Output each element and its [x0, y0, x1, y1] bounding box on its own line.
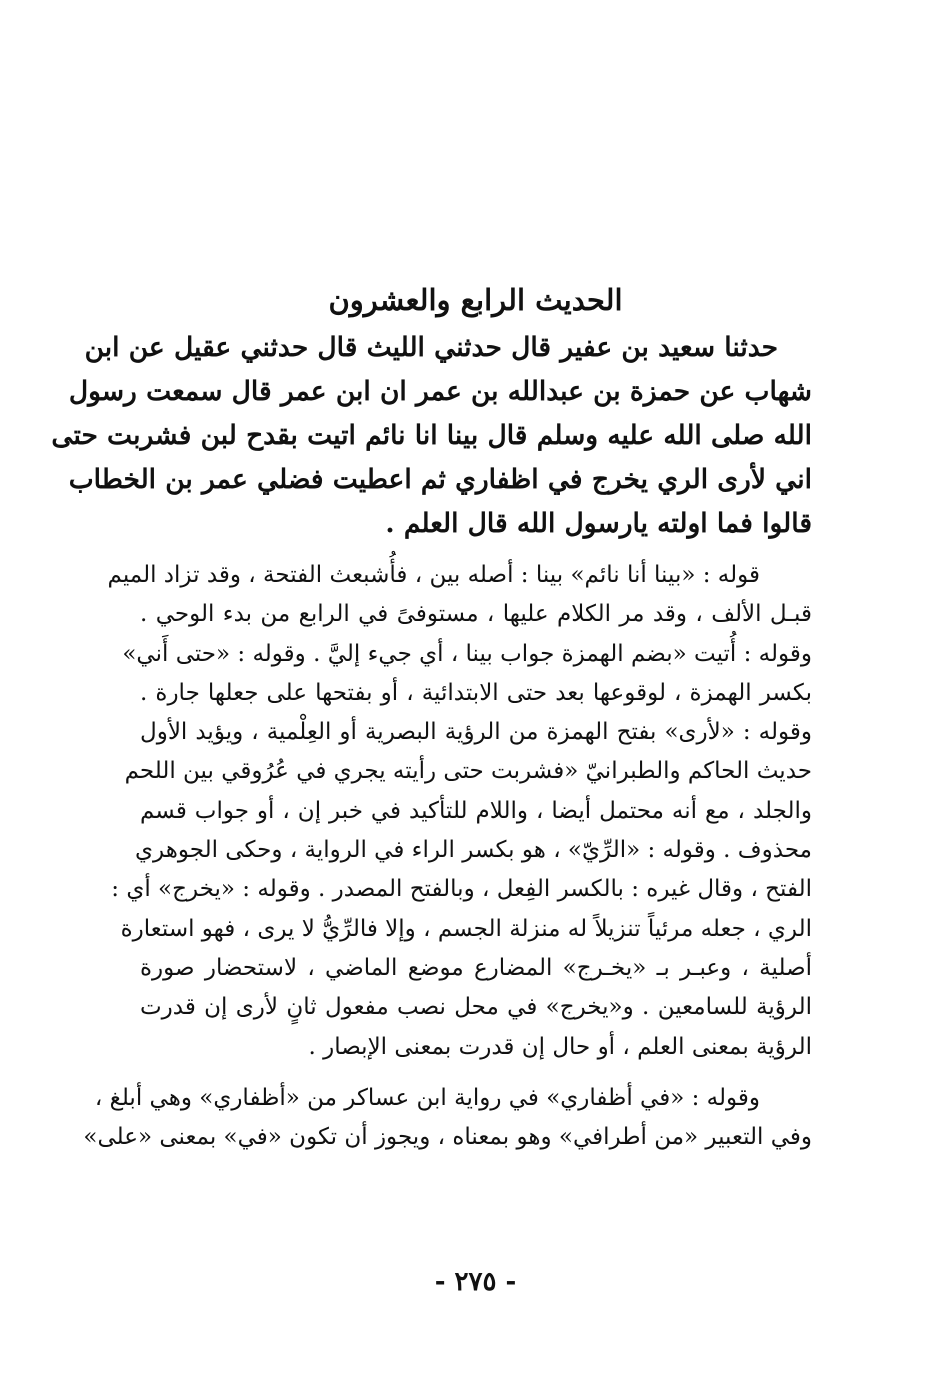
paragraph-gap	[140, 1067, 812, 1079]
hadith-line: قالوا فما اولته يارسول الله قال العلم .	[385, 508, 812, 539]
commentary-line: أصلية ، وعبـر بـ «يخـرج» المضارع موضع الماضي ، لاستحضار صورة	[140, 954, 812, 981]
commentary-line: الري ، جعله مرئياً تنزيلاً له منزلة الجسم ، وإلا فالرِّيُّ لا يرى ، فهو استعارة	[120, 915, 812, 942]
hadith-title: الحديث الرابع والعشرون	[328, 283, 623, 317]
commentary-line: والجلد ، مع أنه محتمل أيضا ، واللام للتأكيد في خبر إن ، أو جواب قسم	[140, 797, 812, 824]
commentary-line: وفي التعبير «من أطرافي» وهو بمعناه ، ويجوز أن تكون «في» بمعنى «على»	[83, 1124, 812, 1151]
commentary-text	[83, 556, 812, 1157]
hadith-line: شهاب عن حمزة بن عبدالله بن عمر ان ابن عمر قال سمعت رسول	[68, 376, 812, 407]
commentary-line: قوله : «بينا أنا نائم» بينا : أصله بين ، فأُشبعث الفتحة ، وقد تزاد الميم	[107, 562, 760, 588]
commentary-line: محذوف . وقوله : «الرِّيّ» ، هو بكسر الراء في الرواية ، وحكى الجوهري	[135, 837, 812, 864]
hadith-text	[51, 326, 812, 546]
commentary-line: بكسر الهمزة ، لوقوعها بعد حتى الابتدائية ، أو بفتحها على جعلها جارة .	[140, 679, 812, 706]
commentary-line: وقوله : «لأرى» بفتح الهمزة من الرؤية البصرية أو العِلْمية ، ويؤيد الأول	[140, 719, 812, 746]
commentary-line: وقوله : «في أظفاري» في رواية ابن عساكر من «أظفاري» وهي أبلغ ،	[94, 1084, 760, 1111]
commentary-line: حديث الحاكم والطبرانيّ «فشربت حتى رأيته يجري في عُرُوقي بين اللحم	[124, 758, 812, 785]
hadith-line: اني لأرى الري يخرج في اظفاري ثم اعطيت فضلي عمر بن الخطاب	[68, 464, 812, 495]
hadith-line: الله صلى الله عليه وسلم قال بينا انا نائم اتيت بقدح لبن فشربت حتى	[51, 420, 812, 451]
commentary-line: الرؤية بمعنى العلم ، أو حال إن قدرت بمعنى الإبصار .	[308, 1033, 812, 1060]
page-number: - ٢٧٥ -	[434, 1267, 517, 1297]
commentary-line: قبـل الألف ، وقد مر الكلام عليها ، مستوفىً في الرابع من بدء الوحي .	[140, 601, 812, 628]
commentary-line: الفتح ، وقال غيره : بالكسر الفِعل ، وبالفتح المصدر . وقوله : «يخرج» أي :	[111, 876, 812, 903]
commentary-line: وقوله : أُتيت «بضم الهمزة جواب بينا ، أي جيء إليَّ . وقوله : «حتى أَني»	[122, 640, 812, 667]
hadith-line: حدثنا سعيد بن عفير قال حدثني الليث قال حدثني عقيل عن ابن	[84, 332, 778, 363]
commentary-line: الرؤية للسامعين . و«يخرج» في محل نصب مفعول ثانٍ لأرى إن قدرت	[140, 994, 812, 1021]
